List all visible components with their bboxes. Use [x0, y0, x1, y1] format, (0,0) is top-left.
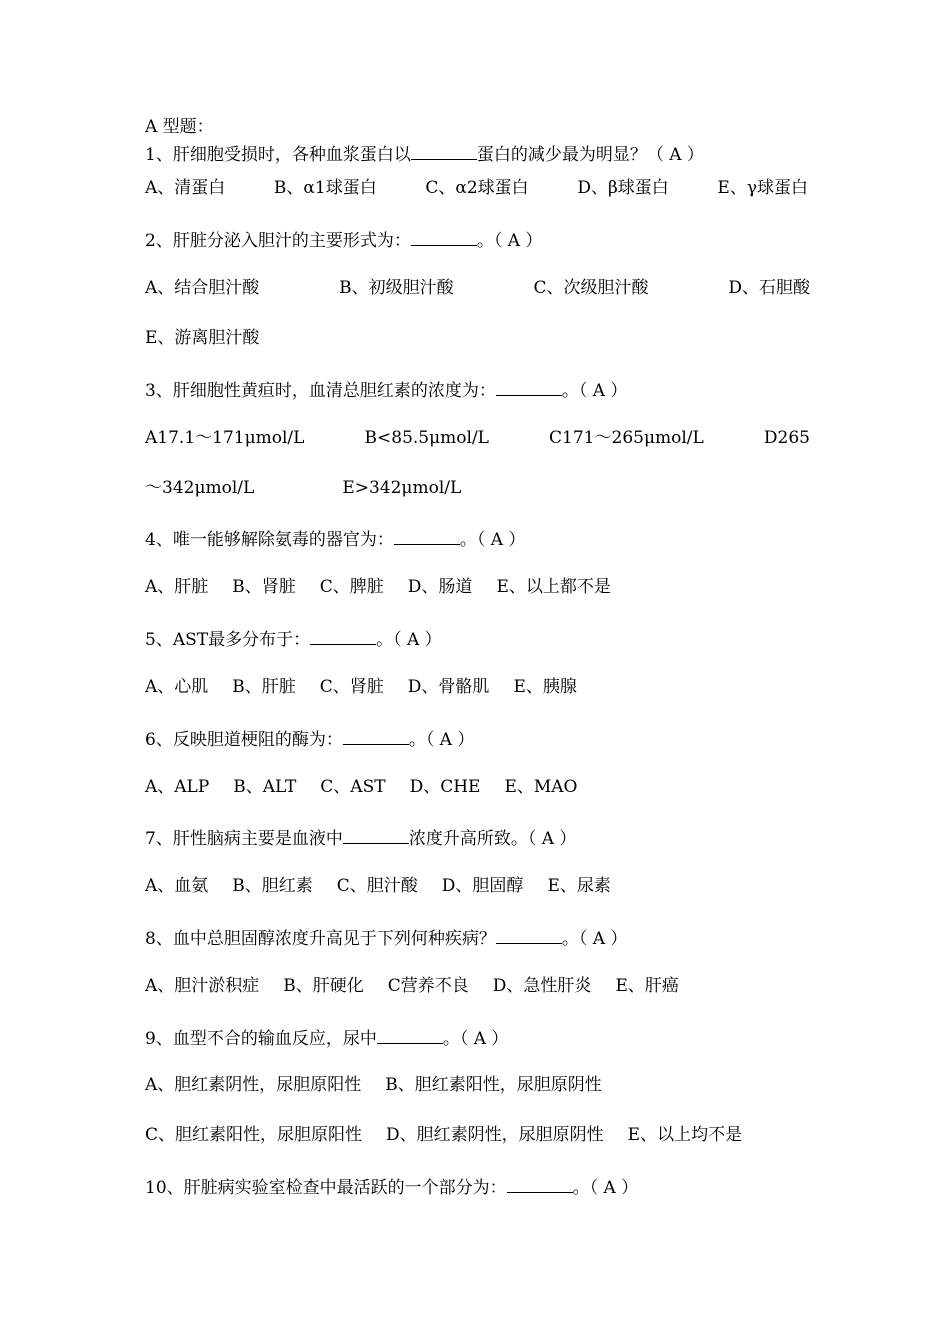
question-5 — [145, 626, 810, 651]
option: C、肾脏 — [319, 677, 384, 697]
question-2 — [145, 227, 810, 252]
options-3 — [145, 427, 810, 449]
answer-blank — [310, 626, 376, 645]
question-text: 。（ A ） — [561, 929, 628, 949]
question-text: 。（ A ） — [561, 381, 628, 401]
question-text: 蛋白的减少最为明显？（ A ） — [476, 145, 704, 165]
question-6 — [145, 726, 810, 751]
question-3 — [145, 377, 810, 402]
question-text: 10、肝脏病实验室检查中最活跃的一个部分为： — [145, 1178, 507, 1198]
question-1 — [145, 141, 810, 166]
option: E、胰腺 — [513, 677, 577, 697]
option: E、尿素 — [547, 876, 611, 896]
answer-blank — [411, 141, 477, 160]
answer-blank — [377, 1025, 443, 1044]
question-text: 7、肝性脑病主要是血液中 — [145, 829, 343, 849]
question-text: 3、肝细胞性黄疸时，血清总胆红素的浓度为： — [145, 381, 496, 401]
question-text: 。（ A ） — [476, 231, 543, 251]
answer-blank — [507, 1174, 573, 1193]
question-text: 。（ A ） — [442, 1029, 509, 1049]
answer-blank — [343, 825, 409, 844]
options-2-cont — [145, 327, 810, 349]
option: A、ALP — [145, 777, 210, 797]
options-1 — [145, 177, 808, 199]
option: A、肝脏 — [145, 577, 209, 597]
question-text: 2、肝脏分泌入胆汁的主要形式为： — [145, 231, 411, 251]
option: ～342μmol/L — [145, 478, 255, 498]
question-text: 浓度升高所致。（ A ） — [408, 829, 577, 849]
question-10 — [145, 1174, 810, 1199]
option: B<85.5μmol/L — [364, 428, 489, 448]
option: D、石胆酸 — [728, 278, 810, 298]
option: E、MAO — [504, 777, 578, 797]
option: B、肝硬化 — [283, 976, 364, 996]
question-text: 。（ A ） — [376, 630, 442, 650]
option: B、ALT — [233, 777, 297, 797]
option: E、以上都不是 — [496, 577, 611, 597]
question-4 — [145, 526, 810, 551]
option: B、胆红素阳性，尿胆原阴性 — [385, 1075, 602, 1095]
answer-blank — [411, 227, 477, 246]
question-7 — [145, 825, 810, 850]
option: E、游离胆汁酸 — [145, 328, 260, 348]
question-text: 4、唯一能够解除氨毒的器官为： — [145, 530, 394, 550]
option: A、心肌 — [145, 677, 209, 697]
option: D、骨骼肌 — [407, 677, 490, 697]
options-3-cont — [145, 477, 810, 499]
question-8 — [145, 925, 810, 950]
option: D、胆红素阴性，尿胆原阴性 — [386, 1125, 604, 1145]
option: B、初级胆汁酸 — [339, 278, 454, 298]
option: E、γ球蛋白 — [717, 178, 808, 198]
option: D265 — [763, 428, 810, 448]
option: C171～265μmol/L — [549, 428, 704, 448]
question-text: 1、肝细胞受损时，各种血浆蛋白以 — [145, 145, 411, 165]
options-9 — [145, 1074, 810, 1096]
question-text: 6、反映胆道梗阻的酶为： — [145, 730, 343, 750]
question-text: 。（ A ） — [572, 1178, 639, 1198]
option: A、血氨 — [145, 876, 209, 896]
question-text: 。（ A ） — [459, 530, 526, 550]
options-4 — [145, 576, 810, 598]
option: D、CHE — [409, 777, 481, 797]
option: E、以上均不是 — [627, 1125, 743, 1145]
option: B、α1球蛋白 — [273, 178, 377, 198]
question-9 — [145, 1025, 810, 1050]
options-6 — [145, 776, 810, 798]
option: A、胆汁淤积症 — [145, 976, 260, 996]
option: C、α2球蛋白 — [425, 178, 529, 198]
option: A、结合胆汁酸 — [145, 278, 260, 298]
answer-blank — [496, 377, 562, 396]
option: B、肾脏 — [232, 577, 296, 597]
option: C、AST — [320, 777, 386, 797]
option: E、肝癌 — [615, 976, 679, 996]
answer-blank — [496, 925, 562, 944]
option: E>342μmol/L — [342, 478, 462, 498]
options-2 — [145, 277, 810, 299]
section-title: A 型题： — [145, 117, 214, 137]
options-8 — [145, 975, 810, 997]
question-text: 8、血中总胆固醇浓度升高见于下列何种疾病？ — [145, 929, 496, 949]
question-text: 9、血型不合的输血反应，尿中 — [145, 1029, 377, 1049]
option: D、肠道 — [407, 577, 473, 597]
option: C、胆汁酸 — [336, 876, 418, 896]
option: C营养不良 — [387, 976, 469, 996]
option: A、清蛋白 — [145, 178, 226, 198]
option: C、胆红素阳性，尿胆原阳性 — [145, 1125, 363, 1145]
option: D、急性肝炎 — [492, 976, 592, 996]
question-text: 。（ A ） — [408, 730, 475, 750]
options-5 — [145, 676, 810, 698]
option: D、β球蛋白 — [577, 178, 669, 198]
option: D、胆固醇 — [441, 876, 524, 896]
answer-blank — [343, 726, 409, 745]
options-7 — [145, 875, 810, 897]
option: A、胆红素阴性，尿胆原阳性 — [145, 1075, 362, 1095]
option: A17.1～171μmol/L — [145, 428, 305, 448]
options-9-cont — [145, 1124, 810, 1146]
option: C、次级胆汁酸 — [533, 278, 649, 298]
option: B、肝脏 — [232, 677, 296, 697]
option: C、脾脏 — [319, 577, 384, 597]
answer-blank — [394, 526, 460, 545]
question-text: 5、AST最多分布于： — [145, 630, 311, 650]
option: B、胆红素 — [232, 876, 313, 896]
